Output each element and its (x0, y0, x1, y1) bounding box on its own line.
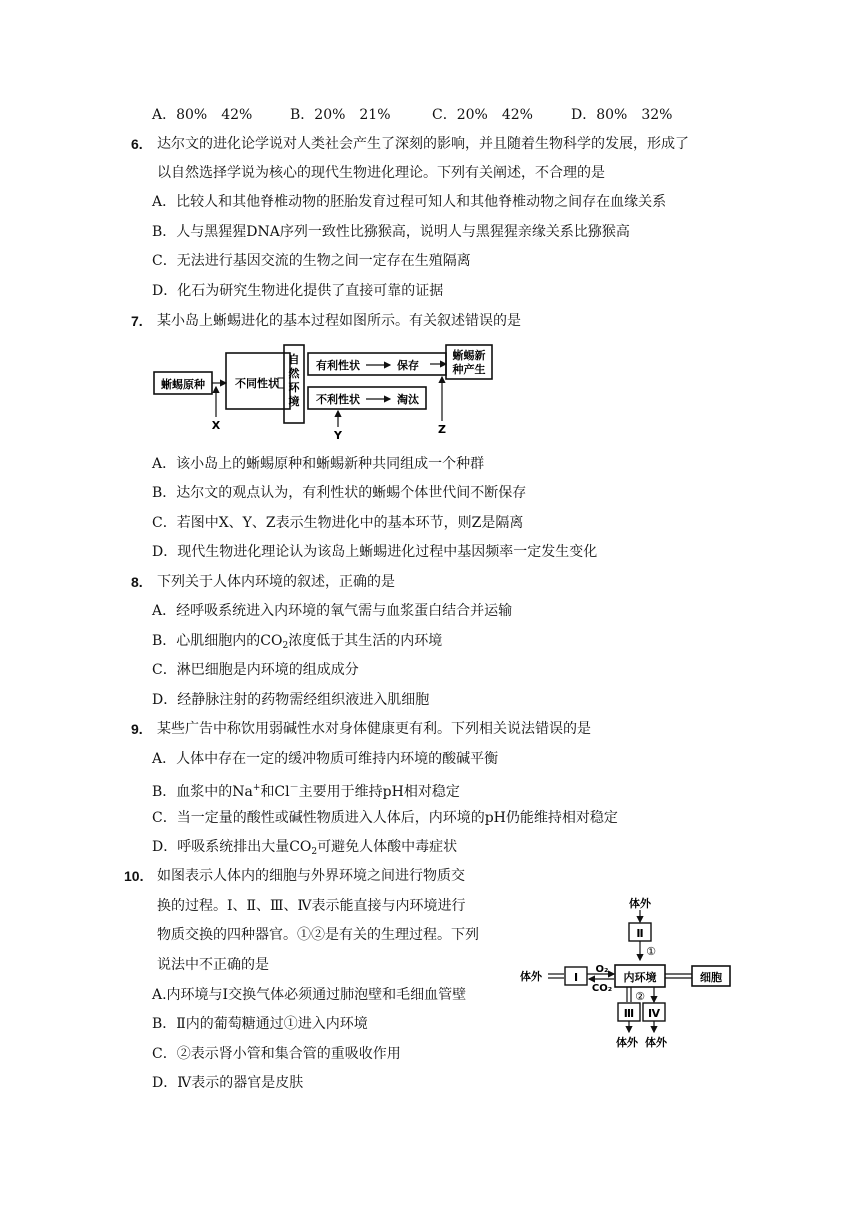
new-species-line2: 种产生 (452, 363, 486, 376)
q5-option-a: A．80% 42% (152, 107, 253, 123)
process-1: ① (646, 945, 656, 958)
q10-option-b: B．Ⅱ内的葡萄糖通过①进入内环境 (152, 1016, 368, 1032)
organ-i-label: Ⅰ (573, 971, 579, 984)
q8-option-c: C．淋巴细胞是内环境的组成成分 (152, 662, 359, 678)
inner-environment-label: 内环境 (623, 971, 657, 984)
q10-stem-line2: 换的过程。Ⅰ、Ⅱ、Ⅲ、Ⅳ表示能直接与内环境进行 (157, 898, 466, 914)
label-y: Y (334, 429, 342, 442)
q5-option-d: D．80% 32% (571, 107, 673, 123)
new-species-line1: 蜥蜴新 (452, 349, 486, 362)
outside-bottom-right: 体外 (645, 1036, 667, 1049)
q9-option-c: C．当一定量的酸性或碱性物质进入人体后，内环境的pH仍能维持相对稳定 (152, 810, 618, 826)
q6-stem-line1: 达尔文的进化论学说对人类社会产生了深刻的影响，并且随着生物科学的发展，形成了 (157, 136, 689, 152)
q9-option-b: B．血浆中的Na+和Cl－主要用于维持pH相对稳定 (152, 783, 460, 800)
q6-option-d: D．化石为研究生物进化提供了直接可靠的证据 (152, 283, 444, 299)
q7-stem: 某小岛上蜥蜴进化的基本过程如图所示。有关叙述错误的是 (157, 313, 521, 329)
origin-label: 蜥蜴原种 (161, 378, 205, 391)
cell-label: 细胞 (700, 971, 722, 984)
q10-stem-line1: 如图表示人体内的细胞与外界环境之间进行物质交 (157, 868, 465, 884)
q10-stem-line4: 说法中不正确的是 (157, 957, 269, 973)
env-char-1: 自 (288, 353, 300, 366)
outside-top: 体外 (629, 897, 651, 910)
q7-option-b: B．达尔文的观点认为，有利性状的蜥蜴个体世代间不断保存 (152, 485, 527, 501)
traits-label: 不同性状 (235, 377, 279, 390)
organ-iv-label: Ⅳ (647, 1007, 661, 1020)
q7-option-a: A．该小岛上的蜥蜴原种和蜥蜴新种共同组成一个种群 (152, 456, 485, 472)
q10-stem-line3: 物质交换的四种器官。①②是有关的生理过程。下列 (157, 927, 479, 943)
favorable-label: 有利性状 (316, 359, 360, 372)
q6-option-b: B．人与黑猩猩DNA序列一致性比猕猴高，说明人与黑猩猩亲缘关系比猕猴高 (152, 224, 630, 240)
co2-label: CO₂ (591, 983, 613, 994)
organ-iii-label: Ⅲ (623, 1007, 635, 1020)
unfavorable-result: 淘汰 (397, 393, 419, 406)
q9-stem: 某些广告中称饮用弱碱性水对身体健康更有利。下列相关说法错误的是 (157, 721, 591, 737)
q7-option-c: C．若图中X、Y、Z表示生物进化中的基本环节，则Z是隔离 (152, 515, 524, 531)
outside-bottom-left: 体外 (616, 1036, 638, 1049)
q8-option-d: D．经静脉注射的药物需经组织液进入肌细胞 (152, 692, 430, 708)
q6-stem-line2: 以自然选择学说为核心的现代生物进化理论。下列有关阐述，不合理的是 (157, 165, 605, 181)
env-char-3: 环 (288, 381, 300, 394)
env-char-4: 境 (288, 395, 300, 408)
q5-option-b: B．20% 21% (290, 107, 391, 123)
q6-number: 6. (131, 136, 143, 152)
q8-stem: 下列关于人体内环境的叙述，正确的是 (157, 574, 395, 590)
lizard-evolution-diagram (150, 335, 510, 445)
q6-option-a: A．比较人和其他脊椎动物的胚胎发育过程可知人和其他脊椎动物之间存在血缘关系 (152, 194, 667, 210)
outside-left: 体外 (520, 970, 542, 983)
env-char-2: 然 (288, 367, 300, 380)
internal-environment-diagram (514, 892, 744, 1052)
o2-label: O₂ (595, 964, 609, 975)
q10-option-c: C．②表示肾小管和集合管的重吸收作用 (152, 1046, 401, 1062)
q9-number: 9. (131, 721, 143, 737)
q8-number: 8. (131, 574, 143, 590)
organ-ii-label: Ⅱ (636, 927, 644, 940)
q7-number: 7. (131, 313, 143, 329)
process-2: ② (635, 990, 645, 1003)
q10-option-a: A.内环境与Ⅰ交换气体必须通过肺泡壁和毛细血管壁 (152, 987, 467, 1003)
q8-option-b: B．心肌细胞内的$CO_2$浓度低于其生活的内环境 (152, 633, 443, 651)
label-z: Z (438, 423, 446, 436)
q9-option-d: D．呼吸系统排出大量$CO_2$可避免人体酸中毒症状 (152, 839, 458, 857)
favorable-result: 保存 (397, 359, 419, 372)
q9-option-a: A．人体中存在一定的缓冲物质可维持内环境的酸碱平衡 (152, 751, 499, 767)
q10-number: 10. (124, 868, 144, 884)
q10-option-d: D．Ⅳ表示的器官是皮肤 (152, 1075, 304, 1091)
q6-option-c: C．无法进行基因交流的生物之间一定存在生殖隔离 (152, 253, 471, 269)
label-x: X (211, 419, 221, 432)
q7-option-d: D．现代生物进化理论认为该岛上蜥蜴进化过程中基因频率一定发生变化 (152, 544, 598, 560)
q8-option-a: A．经呼吸系统进入内环境的氧气需与血浆蛋白结合并运输 (152, 603, 513, 619)
unfavorable-label: 不利性状 (316, 393, 360, 406)
q5-option-c: C．20% 42% (432, 107, 533, 123)
